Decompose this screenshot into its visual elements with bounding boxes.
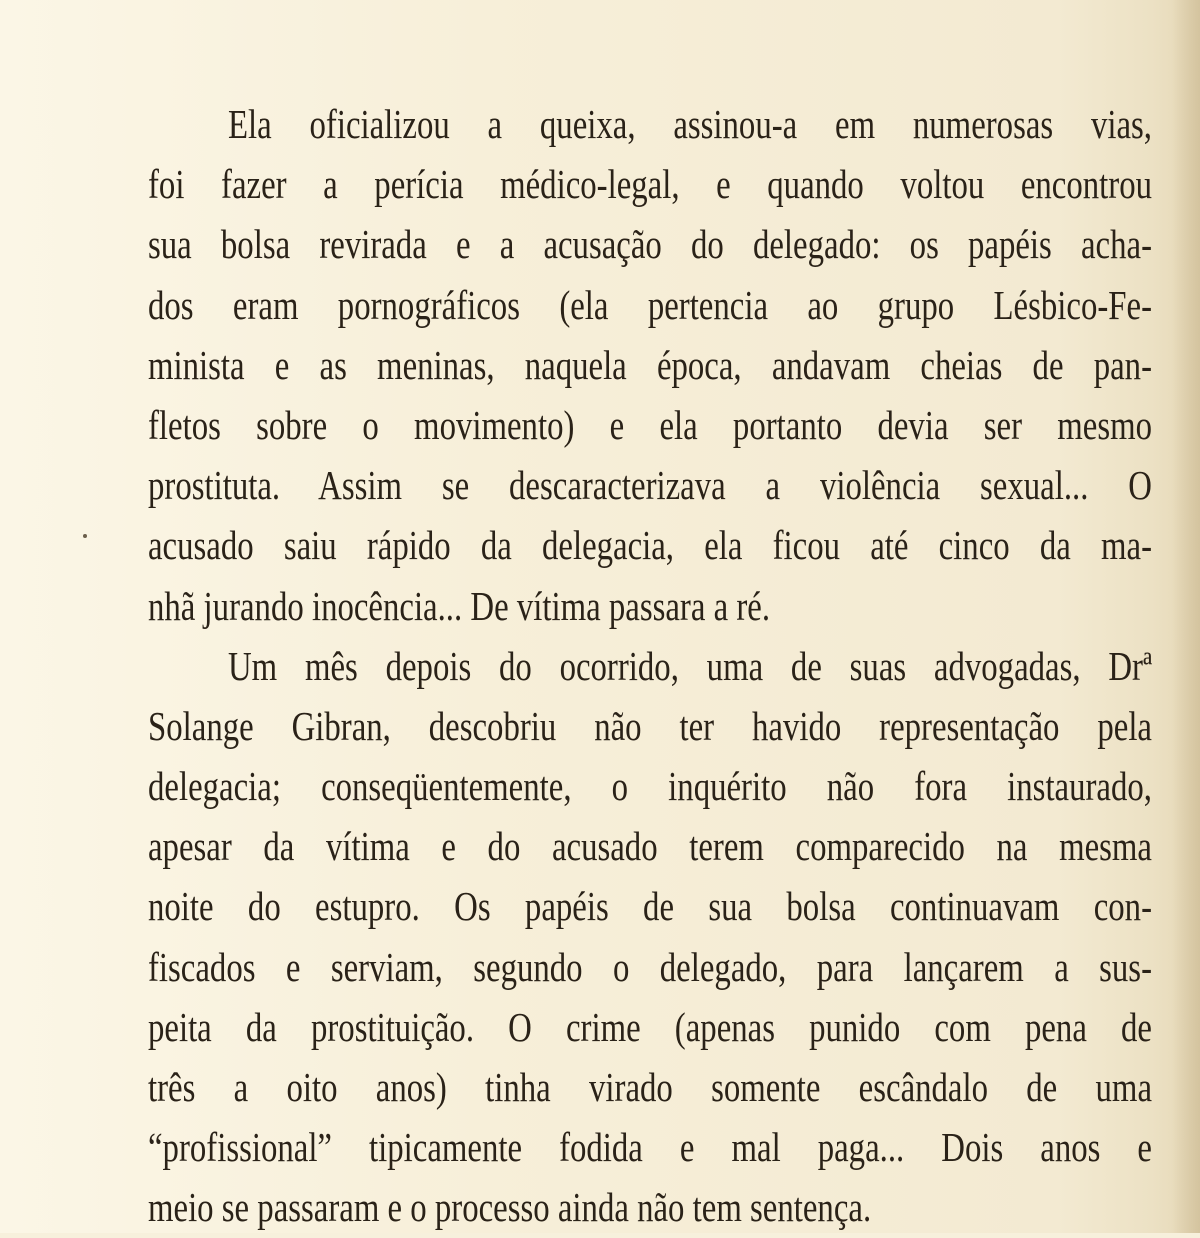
- text-line: três a oito anos) tinha virado somente escândalo de uma: [148, 1064, 1152, 1110]
- text-line: acusado saiu rápido da delegacia, ela ficou até cinco da ma-: [148, 522, 1152, 569]
- text-line: apesar da vítima e do acusado terem comparecido na mesma: [148, 823, 1152, 870]
- text-line: fletos sobre o movimento) e ela portanto devia ser mesmo: [148, 401, 1152, 448]
- text-line: fiscados e serviam, segundo o delegado, para lançarem a sus-: [148, 943, 1152, 990]
- page-body-text: [148, 94, 1152, 1238]
- text-line: Um mês depois do ocorrido, uma de suas advogadas, Drª: [228, 642, 1152, 689]
- text-line: dos eram pornográficos (ela pertencia ao grupo Lésbico-Fe-: [148, 281, 1152, 328]
- text-line: foi fazer a perícia médico-legal, e quando voltou encontrou: [148, 161, 1152, 208]
- text-line: “profissional” tipicamente fodida e mal paga... Dois anos e: [148, 1124, 1152, 1171]
- paragraph-2: [148, 636, 1152, 1238]
- text-line: minista e as meninas, naquela época, andavam cheias de pan-: [148, 341, 1152, 388]
- text-line: noite do estupro. Os papéis de sua bolsa continuavam con-: [148, 883, 1152, 930]
- text-line: meio se passaram e o processo ainda não tem sentença.: [148, 1184, 872, 1231]
- text-line: delegacia; conseqüentemente, o inquérito não fora instaurado,: [148, 763, 1152, 810]
- text-line: peita da prostituição. O crime (apenas punido com pena de: [148, 1003, 1152, 1050]
- text-line: sua bolsa revirada e a acusação do delegado: os papéis acha-: [148, 221, 1152, 268]
- page-edge-shadow: [1172, 0, 1200, 1233]
- text-line: nhã jurando inocência... De vítima passara a ré.: [148, 582, 771, 629]
- margin-speck: [83, 534, 87, 538]
- paragraph-1: [148, 94, 1152, 636]
- text-line: Ela oficializou a queixa, assinou-a em numerosas vias,: [228, 101, 1152, 147]
- text-line: Solange Gibran, descobriu não ter havido representação pela: [148, 702, 1152, 749]
- text-line: prostituta. Assim se descaracterizava a violência sexual... O: [148, 462, 1152, 509]
